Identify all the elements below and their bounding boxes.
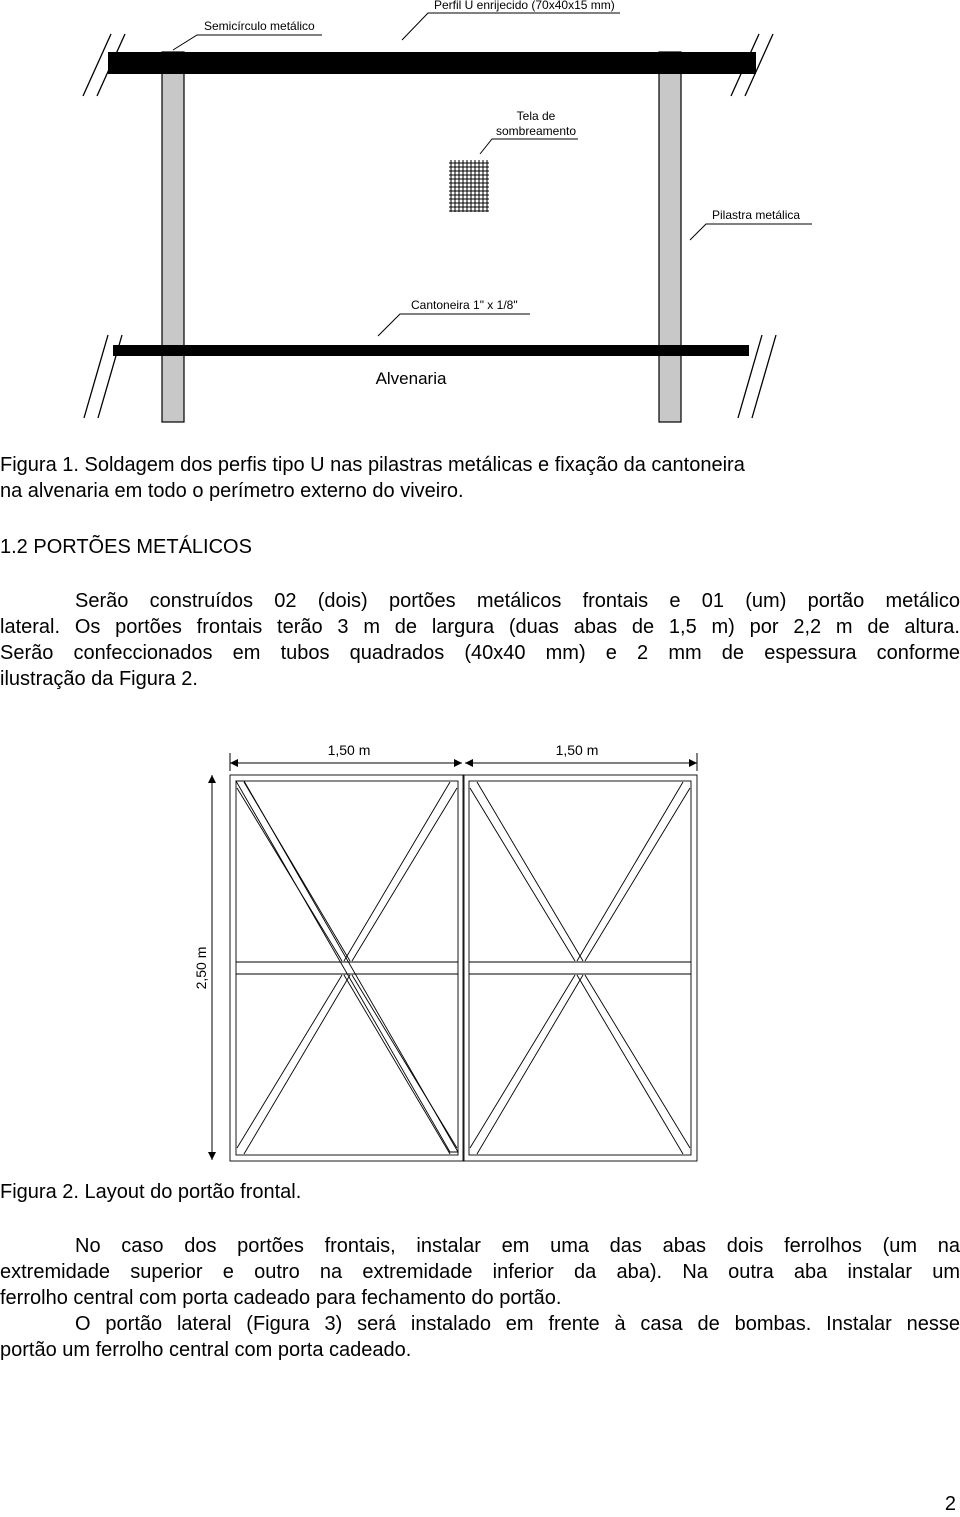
label-cantoneira: Cantoneira 1" x 1/8" (411, 298, 518, 312)
paragraph-line: lateral. Os portões frontais terão 3 m de largura (duas abas de 1,5 m) por 2,2 m de altura. (0, 616, 960, 638)
paragraph-line: ilustração da Figura 2. (0, 668, 198, 690)
paragraph-line (0, 1311, 960, 1337)
paragraph-line: portão um ferrolho central com porta cadeado. (0, 1339, 412, 1361)
paragraph-line: extremidade superior e outro na extremidade inferior da aba). Na outra aba instalar um (0, 1261, 960, 1283)
closing-paragraph-2 (0, 1311, 960, 1363)
label-tela-1: Tela de (516, 109, 556, 123)
paragraph-line (0, 588, 960, 614)
paragraph-line-text: Serão construídos 02 (dois) portões metálicos frontais e 01 (um) portão metálico (75, 590, 960, 612)
label-perfil-u: Perfil U enrijecido (70x40x15 mm) (434, 0, 615, 12)
figure-2-caption: Figura 2. Layout do portão frontal. (0, 1181, 302, 1203)
caption-line: na alvenaria em todo o perímetro externo do viveiro. (0, 480, 464, 502)
shade-net-icon (449, 160, 489, 212)
gate-left (230, 775, 464, 1161)
dim-label-left: 1,50 m (327, 742, 371, 758)
d-mark-right: D (663, 57, 675, 65)
left-pilaster (162, 52, 184, 422)
paragraph-line: ferrolho central com porta cadeado para fechamento do portão. (0, 1287, 562, 1309)
d-mark-left: D (166, 57, 178, 65)
figure-2-drawing (0, 735, 960, 1175)
label-semicirculo: Semicírculo metálico (204, 19, 315, 33)
label-pilastra: Pilastra metálica (712, 208, 801, 222)
paragraph-line: Serão confeccionados em tubos quadrados (40x40 mm) e 2 mm de espessura conforme (0, 642, 960, 664)
label-tela-2: sombreamento (495, 124, 577, 138)
cantoneira-bar (113, 345, 749, 356)
paragraph-line (0, 1233, 960, 1259)
paragraph-line-text: No caso dos portões frontais, instalar em uma das abas dois ferrolhos (um na (75, 1235, 960, 1257)
section-paragraph (0, 588, 960, 692)
page-number: 2 (944, 1493, 956, 1515)
section-heading: 1.2 PORTÕES METÁLICOS (0, 536, 252, 558)
paragraph-line-text: O portão lateral (Figura 3) será instalado em frente à casa de bombas. Instalar nesse (75, 1313, 960, 1335)
top-u-profile (108, 52, 756, 74)
dim-label-height: 2,50 m (193, 946, 209, 990)
gate-right (463, 775, 697, 1161)
caption-line: Figura 1. Soldagem dos perfis tipo U nas pilastras metálicas e fixação da cantoneira (0, 454, 745, 476)
closing-paragraph-1 (0, 1233, 960, 1311)
figure-1-drawing (0, 0, 960, 430)
dim-label-right: 1,50 m (555, 742, 599, 758)
right-pilaster (659, 52, 681, 422)
label-alvenaria: Alvenaria (375, 369, 447, 388)
gate-braces (237, 782, 690, 1154)
width-dimension (230, 753, 697, 771)
figure-1-caption (0, 452, 960, 504)
